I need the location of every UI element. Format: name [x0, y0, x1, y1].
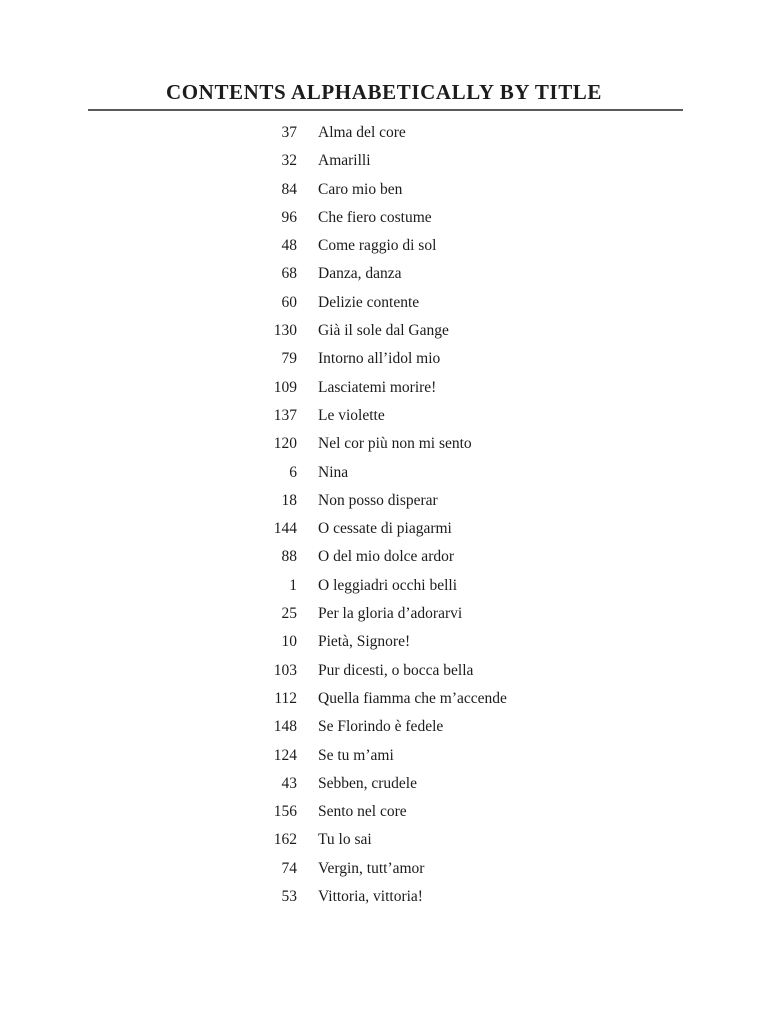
toc-entry [0, 742, 768, 770]
toc-page-number: 6 [289, 463, 297, 481]
toc-entry [0, 572, 768, 600]
toc-song-title: Già il sole dal Gange [318, 322, 449, 340]
toc-entry [0, 176, 768, 204]
toc-page-number: 68 [281, 265, 297, 283]
contents-list [0, 119, 768, 911]
toc-entry [0, 543, 768, 571]
toc-page-number: 156 [273, 803, 297, 821]
toc-page-number: 124 [273, 746, 297, 764]
toc-entry [0, 402, 768, 430]
toc-page-number: 162 [273, 831, 297, 849]
toc-page-number: 84 [281, 180, 297, 198]
toc-page-number: 137 [273, 406, 297, 424]
toc-entry [0, 147, 768, 175]
toc-song-title: O cessate di piagarmi [318, 520, 452, 538]
toc-entry [0, 487, 768, 515]
toc-song-title: O leggiadri occhi belli [318, 576, 458, 594]
toc-song-title: Per la gloria d’adorarvi [318, 605, 463, 623]
toc-song-title: Lasciatemi morire! [318, 378, 437, 396]
toc-song-title: Alma del core [318, 124, 406, 141]
toc-page-number: 48 [281, 237, 297, 255]
toc-song-title: Non posso disperar [318, 491, 438, 509]
toc-entry [0, 459, 768, 487]
toc-song-title: Nina [318, 463, 349, 481]
toc-entry [0, 770, 768, 798]
page-title: CONTENTS ALPHABETICALLY BY TITLE [165, 80, 603, 104]
title-rule [88, 109, 683, 111]
toc-entry [0, 119, 768, 147]
toc-page-number: 103 [273, 661, 297, 679]
toc-song-title: Vittoria, vittoria! [318, 888, 423, 906]
toc-page-number: 32 [281, 152, 297, 170]
toc-entry [0, 855, 768, 883]
toc-song-title: Nel cor più non mi sento [318, 435, 472, 453]
toc-song-title: Le violette [318, 406, 385, 424]
toc-song-title: Pur dicesti, o bocca bella [318, 661, 474, 679]
toc-entry [0, 317, 768, 345]
toc-page-number: 10 [281, 633, 297, 651]
toc-page-number: 25 [281, 605, 297, 623]
toc-page-number: 43 [281, 774, 297, 792]
toc-song-title: Sento nel core [318, 803, 407, 821]
toc-entry [0, 883, 768, 911]
toc-song-title: O del mio dolce ardor [318, 548, 455, 566]
toc-song-title: Quella fiamma che m’accende [318, 689, 507, 707]
toc-page-number: 74 [281, 859, 297, 877]
toc-page-number: 130 [273, 322, 297, 340]
toc-entry [0, 260, 768, 288]
toc-entry [0, 289, 768, 317]
toc-entry [0, 713, 768, 741]
toc-song-title: Come raggio di sol [318, 237, 437, 255]
toc-song-title: Se tu m’ami [318, 746, 394, 764]
toc-entry [0, 628, 768, 656]
toc-song-title: Tu lo sai [318, 831, 372, 849]
toc-page-number: 148 [273, 718, 297, 736]
toc-entry [0, 232, 768, 260]
toc-entry [0, 430, 768, 458]
toc-song-title: Vergin, tutt’amor [318, 859, 425, 877]
toc-page-number: 112 [274, 689, 297, 707]
toc-song-title: Caro mio ben [318, 180, 403, 198]
toc-song-title: Intorno all’idol mio [318, 350, 441, 368]
toc-song-title: Sebben, crudele [318, 774, 417, 792]
toc-song-title: Pietà, Signore! [318, 633, 411, 651]
toc-song-title: Danza, danza [318, 265, 402, 283]
toc-entry [0, 345, 768, 373]
toc-entry [0, 685, 768, 713]
toc-page-number: 79 [281, 350, 297, 368]
toc-page-number: 18 [281, 491, 297, 509]
toc-entry [0, 515, 768, 543]
toc-page-number: 96 [281, 208, 297, 226]
toc-entry [0, 657, 768, 685]
toc-entry [0, 204, 768, 232]
toc-entry [0, 826, 768, 854]
toc-song-title: Se Florindo è fedele [318, 718, 444, 736]
toc-page-number: 53 [281, 888, 297, 906]
toc-song-title: Amarilli [318, 152, 371, 170]
toc-song-title: Delizie contente [318, 293, 420, 311]
toc-page-number: 109 [273, 378, 297, 396]
toc-entry [0, 600, 768, 628]
toc-entry [0, 798, 768, 826]
toc-entry [0, 374, 768, 402]
toc-page-number: 60 [281, 293, 297, 311]
toc-page-number: 1 [289, 576, 297, 594]
toc-page-number: 88 [281, 548, 297, 566]
toc-page-number: 120 [273, 435, 297, 453]
toc-page-number: 144 [273, 520, 297, 538]
toc-page-number: 37 [281, 124, 297, 141]
toc-song-title: Che fiero costume [318, 208, 432, 226]
